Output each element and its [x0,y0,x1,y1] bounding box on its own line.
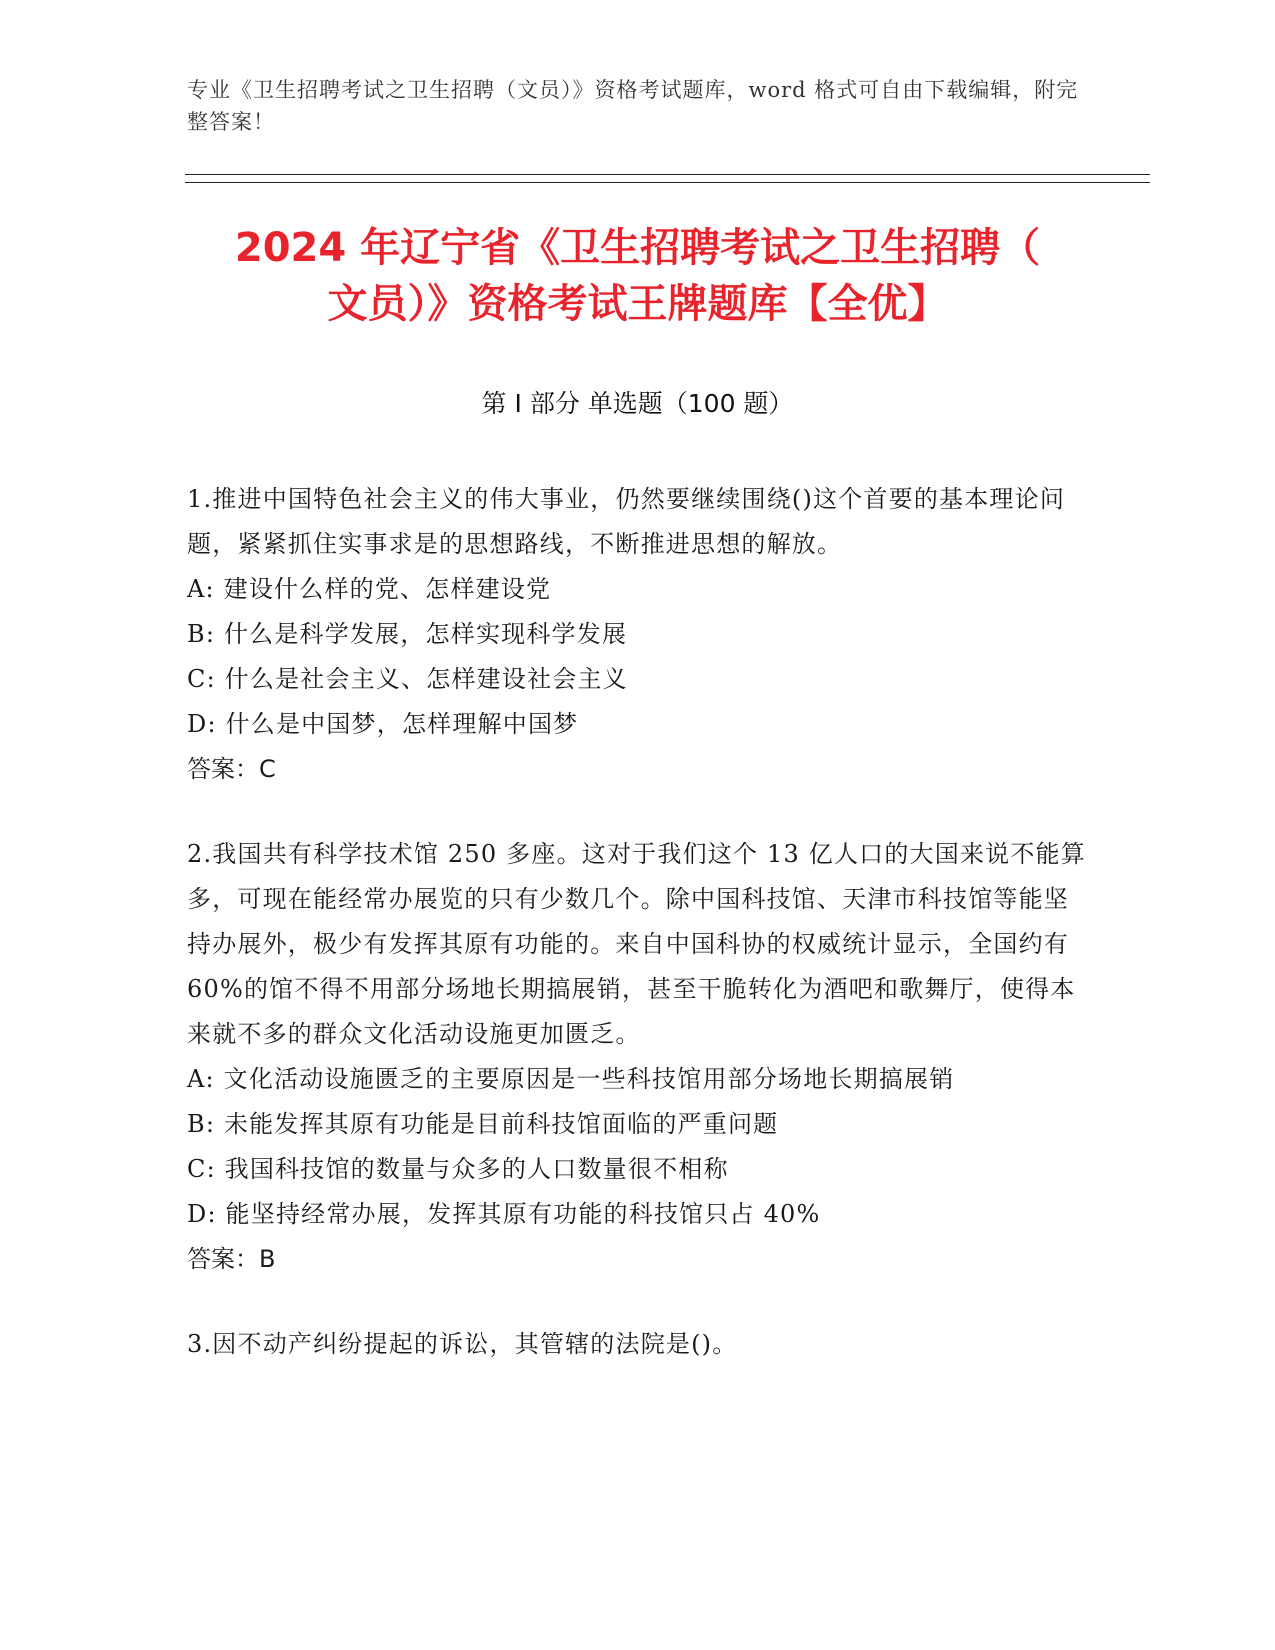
question-stem: 1.推进中国特色社会主义的伟大事业，仍然要继续围绕()这个首要的基本理论问题，紧紧抓住实事求是的思想路线，不断推进思想的解放。 [187,485,1066,558]
answer: 答案：C [187,755,276,783]
question-list [187,477,1087,1407]
question-stem: 3.因不动产纠纷提起的诉讼，其管辖的法院是()。 [187,1330,738,1358]
question-stem: 2.我国共有科学技术馆 250 多座。这对于我们这个 13 亿人口的大国来说不能算多，可现在能经常办展览的只有少数几个。除中国科技馆、天津市科技馆等能坚持办展外，极少有发挥其原有功能的。来自中国科协的权威统计显示，全国约有 60%的馆不得不用部分场地长期搞展销，甚至干脆转化为酒吧和歌舞厅，使得本来就不多的群众文化活动设施更加匮乏。 [187,840,1086,1048]
header-rule-top [185,174,1150,175]
option-b: B: 什么是科学发展，怎样实现科学发展 [187,620,628,648]
question-3 [187,1322,1087,1367]
option-d: D: 什么是中国梦，怎样理解中国梦 [187,710,579,738]
title-line-1: 2024 年辽宁省《卫生招聘考试之卫生招聘（ [234,225,1041,271]
question-1 [187,477,1087,792]
header-rule-bottom [185,182,1150,183]
option-a: A: 文化活动设施匮乏的主要原因是一些科技馆用部分场地长期搞展销 [187,1065,955,1093]
option-a: A: 建设什么样的党、怎样建设党 [187,575,552,603]
option-b: B: 未能发挥其原有功能是目前科技馆面临的严重问题 [187,1110,779,1138]
option-d: D: 能坚持经常办展，发挥其原有功能的科技馆只占 40% [187,1200,821,1228]
section-title: 第 I 部分 单选题（100 题） [481,389,794,418]
header-note: 专业《卫生招聘考试之卫生招聘（文员）》资格考试题库，word 格式可自由下载编辑，附完整答案！ [187,78,1079,134]
document-title [160,220,1115,332]
answer: 答案：B [187,1245,276,1273]
option-c: C: 我国科技馆的数量与众多的人口数量很不相称 [187,1155,729,1183]
option-c: C: 什么是社会主义、怎样建设社会主义 [187,665,628,693]
question-2 [187,832,1087,1282]
title-line-2: 文员）》资格考试王牌题库【全优】 [327,281,948,327]
